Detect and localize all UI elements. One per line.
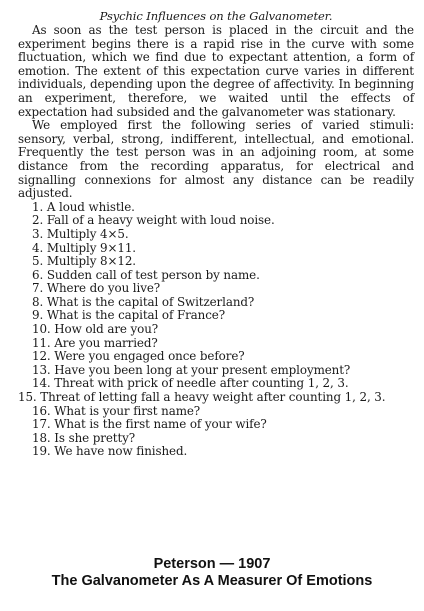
list-item: 11. Are you married? xyxy=(32,335,158,350)
list-item: 10. How old are you? xyxy=(32,322,159,337)
list-item: 6. Sudden call of test person by name. xyxy=(32,267,260,282)
list-item: 1. A loud whistle. xyxy=(32,199,135,214)
section-heading: Psychic Influences on the Galvanometer. xyxy=(99,9,333,23)
list-item: 12. Were you engaged once before? xyxy=(32,349,245,364)
list-item: 15. Threat of letting fall a heavy weight after counting 1, 2, 3. xyxy=(18,390,386,405)
list-item: 17. What is the first name of your wife? xyxy=(32,417,267,432)
list-item: 14. Threat with prick of needle after counting 1, 2, 3. xyxy=(32,376,349,391)
list-item: 16. What is your first name? xyxy=(32,403,201,418)
scanned-text-block xyxy=(18,10,414,459)
list-item: 9. What is the capital of France? xyxy=(32,308,225,323)
list-item: 13. Have you been long at your present employment? xyxy=(32,362,351,377)
list-item: 7. Where do you live? xyxy=(32,281,161,296)
caption-title: The Galvanometer As A Measurer Of Emotions xyxy=(51,573,373,589)
list-item: 5. Multiply 8×12. xyxy=(32,254,136,269)
paragraph-stimuli-intro: We employed first the following series of varied stimuli: sensory, verbal, strong, indifferent, intellectual, and emotional. Frequently the test person was in an adjoining room, at some distance from the recording apparatus, for electrical and signalling connexions for almost any distance can be readily adjusted. xyxy=(18,118,414,201)
paragraph-expectation: As soon as the test person is placed in the circuit and the experiment begins there is a rapid rise in the curve with some fluctuation, which we find due to expectant attention, a form of emotion. The extent of this expectation curve varies in different individuals, depending upon the degree of affectivity. In beginning an experiment, therefore, we waited until the effects of expectation had subsided and the galvanometer was stationary. xyxy=(18,23,414,119)
list-item: 4. Multiply 9×11. xyxy=(32,240,136,255)
caption-author-year: Peterson — 1907 xyxy=(153,556,271,572)
list-item: 2. Fall of a heavy weight with loud noise. xyxy=(32,213,275,228)
list-item: 19. We have now finished. xyxy=(32,444,188,459)
list-item: 8. What is the capital of Switzerland? xyxy=(32,294,255,309)
list-item: 3. Multiply 4×5. xyxy=(32,226,129,241)
image-caption xyxy=(0,556,424,590)
stimuli-list xyxy=(18,201,414,459)
list-item: 18. Is she pretty? xyxy=(32,430,136,445)
